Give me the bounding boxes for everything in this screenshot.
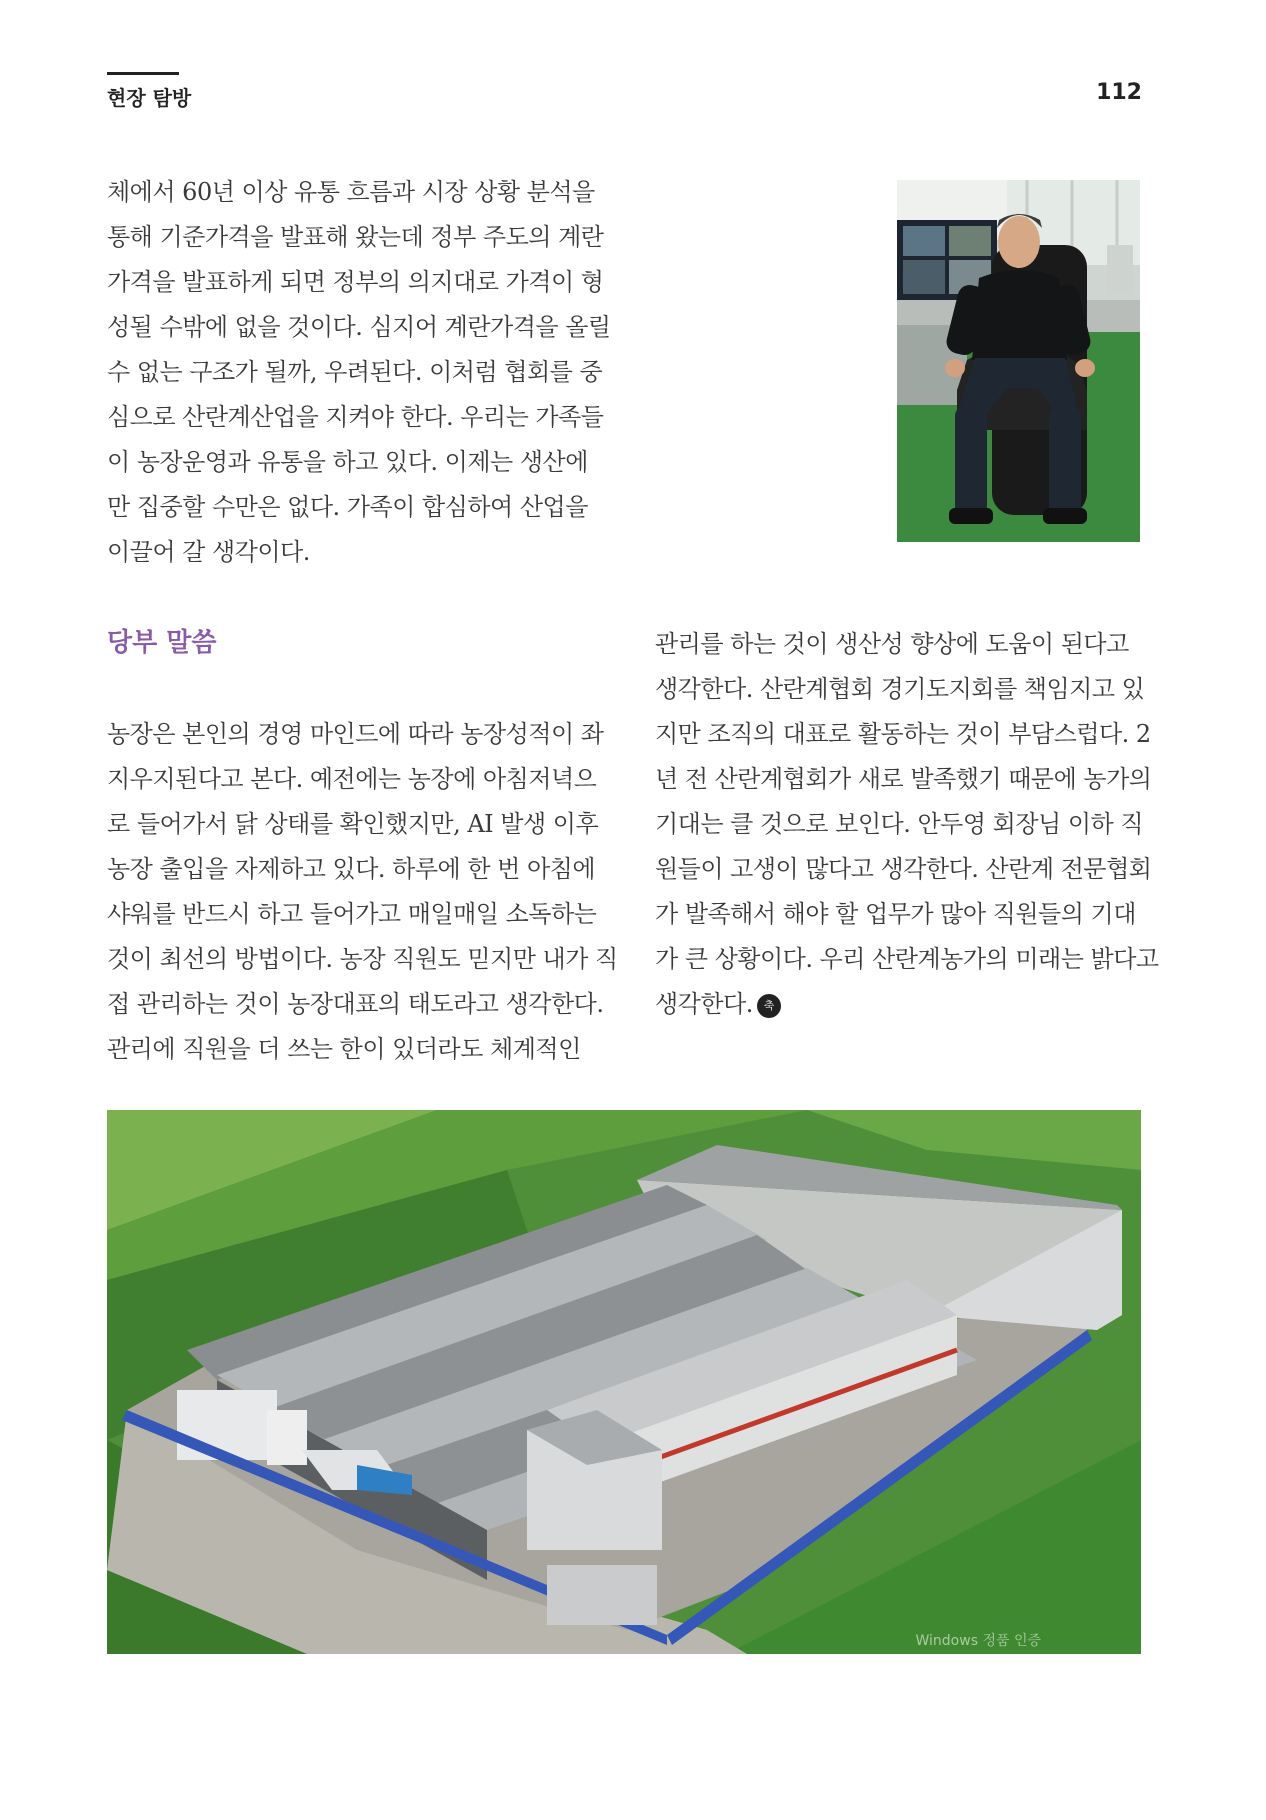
text-line: 관리를 하는 것이 생산성 향상에 도움이 된다고 bbox=[655, 630, 1129, 658]
text-line: 만 집중할 수만은 없다. 가족이 합심하여 산업을 bbox=[107, 493, 588, 521]
text-line: 지우지된다고 본다. 예전에는 농장에 아침저녁으 bbox=[107, 765, 597, 793]
text-line: 샤워를 반드시 하고 들어가고 매일매일 소독하는 bbox=[107, 900, 597, 928]
farm-aerial-photo bbox=[107, 1110, 1141, 1654]
right-column-paragraph bbox=[655, 622, 1159, 1027]
text-line: 원들이 고생이 많다고 생각한다. 산란계 전문협회 bbox=[655, 855, 1152, 883]
text-line: 성될 수밖에 없을 것이다. 심지어 계란가격을 올릴 bbox=[107, 313, 611, 341]
section-label: 현장 탐방 bbox=[107, 86, 192, 110]
left-column-paragraph bbox=[107, 712, 618, 1072]
text-line: 가격을 발표하게 되면 정부의 의지대로 가격이 형 bbox=[107, 268, 604, 296]
text-line: 농장은 본인의 경영 마인드에 따라 농장성적이 좌 bbox=[107, 720, 604, 748]
text-line: 이끌어 갈 생각이다. bbox=[107, 538, 310, 566]
text-line: 지만 조직의 대표로 활동하는 것이 부담스럽다. 2 bbox=[655, 720, 1151, 748]
closing-text: 생각한다. bbox=[655, 990, 753, 1018]
text-line: 농장 출입을 자제하고 있다. 하루에 한 번 아침에 bbox=[107, 855, 596, 883]
text-line: 관리에 직원을 더 쓰는 한이 있더라도 체계적인 bbox=[107, 1035, 581, 1063]
intro-paragraph bbox=[107, 170, 611, 575]
text-line: 생각한다. 산란계협회 경기도지회를 책임지고 있 bbox=[655, 675, 1145, 703]
portrait-photo bbox=[897, 180, 1140, 542]
section-subheading: 당부 말씀 bbox=[107, 628, 217, 658]
text-line: 로 들어가서 닭 상태를 확인했지만, AI 발생 이후 bbox=[107, 810, 599, 838]
text-line: 기대는 클 것으로 보인다. 안두영 회장님 이하 직 bbox=[655, 810, 1144, 838]
text-line: 것이 최선의 방법이다. 농장 직원도 믿지만 내가 직 bbox=[107, 945, 618, 973]
text-line: 접 관리하는 것이 농장대표의 태도라고 생각한다. bbox=[107, 990, 604, 1018]
text-line: 수 없는 구조가 될까, 우려된다. 이처럼 협회를 중 bbox=[107, 358, 603, 386]
text-line: 체에서 60년 이상 유통 흐름과 시장 상황 분석을 bbox=[107, 178, 595, 206]
text-line: 통해 기준가격을 발표해 왔는데 정부 주도의 계란 bbox=[107, 223, 604, 251]
page-number: 112 bbox=[1096, 80, 1142, 105]
text-line: 이 농장운영과 유통을 하고 있다. 이제는 생산에 bbox=[107, 448, 588, 476]
photo-watermark: Windows 정품 인증 bbox=[915, 1633, 1041, 1649]
article-end-mark-icon: 축 bbox=[757, 994, 781, 1018]
text-line: 심으로 산란계산업을 지켜야 한다. 우리는 가족들 bbox=[107, 403, 604, 431]
text-line: 가 발족해서 해야 할 업무가 많아 직원들의 기대 bbox=[655, 900, 1136, 928]
text-line bbox=[655, 982, 1155, 1027]
header-rule bbox=[107, 72, 179, 75]
text-line: 년 전 산란계협회가 새로 발족했기 때문에 농가의 bbox=[655, 765, 1152, 793]
text-line: 가 큰 상황이다. 우리 산란계농가의 미래는 밝다고 bbox=[655, 945, 1159, 973]
